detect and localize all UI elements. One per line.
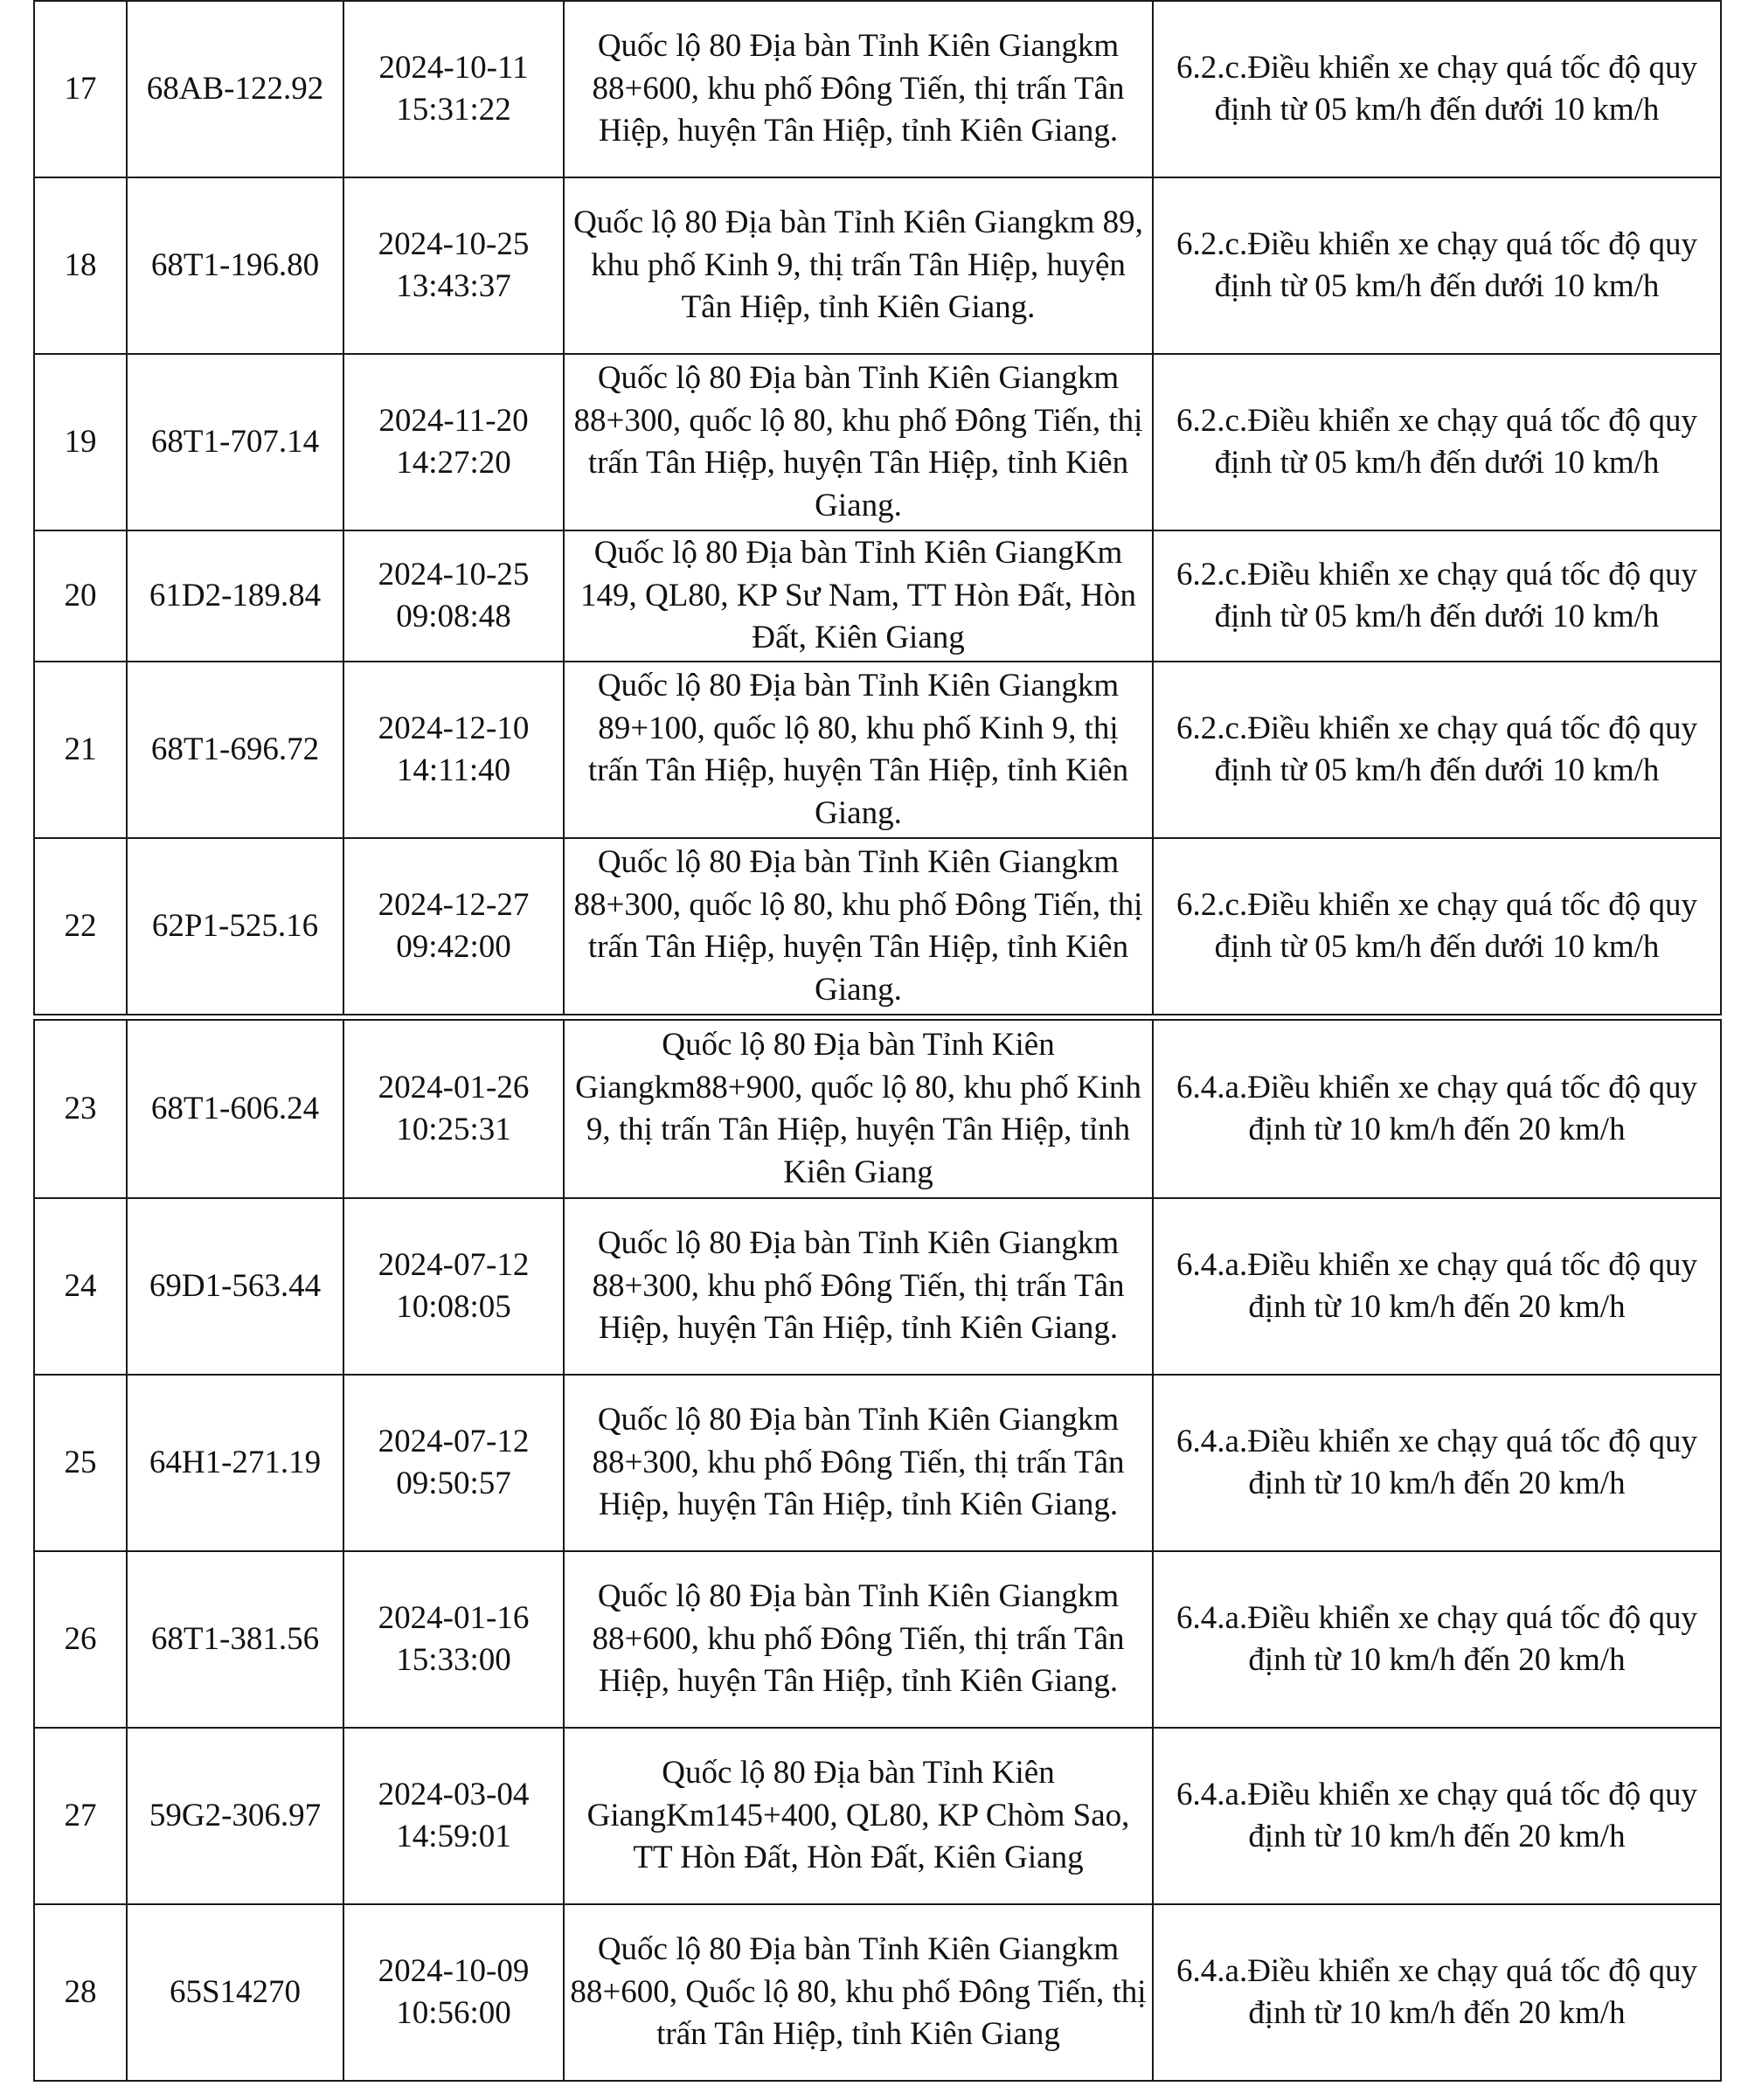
- date-text: 2024-01-16: [378, 1599, 530, 1636]
- plate-cell: [127, 838, 343, 1015]
- plate-cell: [127, 1904, 343, 2081]
- violation-text: 6.4.a.Điều khiển xe chạy quá tốc độ quy định từ 10 km/h đến 20 km/h: [1176, 1246, 1697, 1325]
- plate-cell: [127, 354, 343, 530]
- plate-text: 68T1-696.72: [150, 731, 320, 767]
- datetime-cell: [343, 1198, 564, 1375]
- location-cell: [564, 1375, 1153, 1551]
- location-cell: [564, 1198, 1153, 1375]
- violation-text: 6.2.c.Điều khiển xe chạy quá tốc độ quy định từ 05 km/h đến dưới 10 km/h: [1176, 710, 1697, 788]
- stt-cell: [34, 530, 127, 662]
- stt-cell: [34, 1551, 127, 1728]
- violation-cell: [1153, 838, 1721, 1015]
- date-text: 2024-01-26: [378, 1069, 530, 1105]
- date-text: 2024-10-09: [378, 1952, 530, 1989]
- location-text: Quốc lộ 80 Địa bàn Tỉnh Kiên Giangkm 88+300, khu phố Đông Tiến, thị trấn Tân Hiệp, huyện Tân Hiệp, tỉnh Kiên Giang.: [592, 1402, 1125, 1523]
- plate-text: 61D2-189.84: [149, 577, 322, 613]
- location-text: Quốc lộ 80 Địa bàn Tỉnh Kiên GiangKm 149, QL80, KP Sư Nam, TT Hòn Đất, Hòn Đất, Kiên Giang: [579, 535, 1137, 656]
- violation-cell: [1153, 1904, 1721, 2081]
- table-row: [34, 1375, 1721, 1551]
- table-row: [34, 1551, 1721, 1728]
- violation-cell: [1153, 530, 1721, 662]
- stt-cell: [34, 354, 127, 530]
- date-text: 2024-10-11: [378, 49, 529, 86]
- stt-text: 17: [64, 70, 97, 107]
- stt-text: 19: [64, 423, 97, 460]
- violation-cell: [1153, 662, 1721, 838]
- location-cell: [564, 838, 1153, 1015]
- datetime-cell: [343, 1020, 564, 1198]
- datetime-cell: [343, 530, 564, 662]
- plate-text: 68T1-707.14: [150, 423, 320, 460]
- violation-text: 6.4.a.Điều khiển xe chạy quá tốc độ quy định từ 10 km/h đến 20 km/h: [1176, 1776, 1697, 1854]
- datetime-cell: [343, 662, 564, 838]
- location-cell: [564, 662, 1153, 838]
- table-row: [34, 530, 1721, 662]
- plate-text: 62P1-525.16: [151, 907, 319, 944]
- plate-text: 69D1-563.44: [149, 1267, 322, 1304]
- violation-cell: [1153, 177, 1721, 354]
- datetime-cell: [343, 1904, 564, 2081]
- stt-cell: [34, 1904, 127, 2081]
- time-text: 10:08:05: [396, 1289, 511, 1325]
- stt-cell: [34, 838, 127, 1015]
- violation-cell: [1153, 354, 1721, 530]
- location-text: Quốc lộ 80 Địa bàn Tỉnh Kiên Giangkm 89+100, quốc lộ 80, khu phố Kinh 9, thị trấn Tân Hiệp, huyện Tân Hiệp, tỉnh Kiên Giang.: [587, 668, 1129, 831]
- location-cell: [564, 1728, 1153, 1904]
- time-text: 09:08:48: [396, 599, 511, 634]
- location-text: Quốc lộ 80 Địa bàn Tỉnh Kiên Giangkm 88+600, khu phố Đông Tiến, thị trấn Tân Hiệp, huyện Tân Hiệp, tỉnh Kiên Giang.: [592, 1578, 1125, 1700]
- table-row: [34, 177, 1721, 354]
- violation-table-sheet: [33, 0, 1720, 2082]
- violation-cell: [1153, 1198, 1721, 1375]
- location-text: Quốc lộ 80 Địa bàn Tỉnh Kiên Giangkm 88+600, khu phố Đông Tiến, thị trấn Tân Hiệp, huyện Tân Hiệp, tỉnh Kiên Giang.: [592, 28, 1125, 149]
- plate-text: 64H1-271.19: [149, 1444, 322, 1480]
- time-text: 15:33:00: [396, 1642, 511, 1678]
- stt-text: 23: [64, 1090, 97, 1126]
- date-text: 2024-03-04: [378, 1776, 530, 1812]
- stt-text: 22: [64, 907, 97, 944]
- time-text: 14:59:01: [396, 1819, 511, 1854]
- plate-text: 68AB-122.92: [146, 70, 324, 107]
- stt-cell: [34, 662, 127, 838]
- plate-cell: [127, 1375, 343, 1551]
- location-cell: [564, 1904, 1153, 2081]
- violation-cell: [1153, 1, 1721, 177]
- stt-text: 20: [64, 577, 97, 613]
- violation-table-body: [34, 1, 1721, 2081]
- table-row: [34, 1198, 1721, 1375]
- date-text: 2024-10-25: [378, 556, 530, 593]
- stt-text: 26: [64, 1620, 97, 1657]
- location-cell: [564, 177, 1153, 354]
- violation-text: 6.2.c.Điều khiển xe chạy quá tốc độ quy định từ 05 km/h đến dưới 10 km/h: [1176, 225, 1697, 304]
- date-text: 2024-11-20: [378, 402, 529, 439]
- violation-cell: [1153, 1020, 1721, 1198]
- plate-cell: [127, 662, 343, 838]
- location-cell: [564, 1551, 1153, 1728]
- datetime-cell: [343, 354, 564, 530]
- plate-text: 59G2-306.97: [149, 1797, 322, 1833]
- stt-text: 27: [64, 1797, 97, 1833]
- datetime-cell: [343, 1728, 564, 1904]
- violation-text: 6.4.a.Điều khiển xe chạy quá tốc độ quy định từ 10 km/h đến 20 km/h: [1176, 1952, 1697, 2031]
- stt-cell: [34, 1020, 127, 1198]
- date-text: 2024-10-25: [378, 225, 530, 262]
- datetime-cell: [343, 838, 564, 1015]
- location-text: Quốc lộ 80 Địa bàn Tỉnh Kiên GiangKm145+400, QL80, KP Chòm Sao, TT Hòn Đất, Hòn Đất, Kiên Giang: [586, 1755, 1130, 1876]
- location-cell: [564, 530, 1153, 662]
- time-text: 09:50:57: [396, 1466, 511, 1501]
- violation-cell: [1153, 1551, 1721, 1728]
- time-text: 10:25:31: [396, 1112, 511, 1147]
- violation-text: 6.2.c.Điều khiển xe chạy quá tốc độ quy định từ 05 km/h đến dưới 10 km/h: [1176, 49, 1697, 128]
- stt-text: 21: [64, 731, 97, 767]
- violation-table: [33, 0, 1722, 2082]
- table-row: [34, 838, 1721, 1015]
- violation-text: 6.2.c.Điều khiển xe chạy quá tốc độ quy định từ 05 km/h đến dưới 10 km/h: [1176, 402, 1697, 481]
- table-row: [34, 1728, 1721, 1904]
- time-text: 14:11:40: [396, 752, 511, 788]
- violation-text: 6.4.a.Điều khiển xe chạy quá tốc độ quy định từ 10 km/h đến 20 km/h: [1176, 1599, 1697, 1678]
- datetime-cell: [343, 1375, 564, 1551]
- plate-text: 68T1-381.56: [150, 1620, 320, 1657]
- location-cell: [564, 1020, 1153, 1198]
- location-cell: [564, 1, 1153, 177]
- time-text: 10:56:00: [396, 1995, 511, 2031]
- date-text: 2024-07-12: [378, 1423, 530, 1459]
- time-text: 13:43:37: [396, 268, 511, 304]
- stt-cell: [34, 1728, 127, 1904]
- stt-text: 28: [64, 1973, 97, 2010]
- violation-text: 6.2.c.Điều khiển xe chạy quá tốc độ quy định từ 05 km/h đến dưới 10 km/h: [1176, 556, 1697, 634]
- plate-cell: [127, 1020, 343, 1198]
- table-row: [34, 1020, 1721, 1198]
- datetime-cell: [343, 1, 564, 177]
- violation-text: 6.4.a.Điều khiển xe chạy quá tốc độ quy định từ 10 km/h đến 20 km/h: [1176, 1423, 1697, 1501]
- violation-cell: [1153, 1375, 1721, 1551]
- violation-text: 6.2.c.Điều khiển xe chạy quá tốc độ quy định từ 05 km/h đến dưới 10 km/h: [1176, 886, 1697, 965]
- stt-text: 25: [64, 1444, 97, 1480]
- stt-cell: [34, 1, 127, 177]
- stt-cell: [34, 177, 127, 354]
- plate-cell: [127, 530, 343, 662]
- stt-text: 18: [64, 246, 97, 283]
- time-text: 09:42:00: [396, 929, 511, 965]
- plate-cell: [127, 1198, 343, 1375]
- location-cell: [564, 354, 1153, 530]
- date-text: 2024-12-10: [378, 710, 530, 746]
- table-row: [34, 662, 1721, 838]
- stt-cell: [34, 1375, 127, 1551]
- datetime-cell: [343, 1551, 564, 1728]
- location-text: Quốc lộ 80 Địa bàn Tỉnh Kiên Giangkm 88+600, Quốc lộ 80, khu phố Đông Tiến, thị trấn Tân Hiệp, tỉnh Kiên Giang: [570, 1931, 1147, 2053]
- time-text: 15:31:22: [396, 92, 511, 128]
- plate-text: 68T1-196.80: [150, 246, 320, 283]
- plate-text: 65S14270: [169, 1973, 302, 2010]
- plate-cell: [127, 1551, 343, 1728]
- table-row: [34, 1, 1721, 177]
- date-text: 2024-07-12: [378, 1246, 530, 1283]
- stt-cell: [34, 1198, 127, 1375]
- location-text: Quốc lộ 80 Địa bàn Tỉnh Kiên Giangkm 88+300, quốc lộ 80, khu phố Đông Tiến, thị trấn Tân Hiệp, huyện Tân Hiệp, tỉnh Kiên Giang.: [573, 844, 1143, 1008]
- location-text: Quốc lộ 80 Địa bàn Tỉnh Kiên Giangkm 88+300, khu phố Đông Tiến, thị trấn Tân Hiệp, huyện Tân Hiệp, tỉnh Kiên Giang.: [592, 1225, 1125, 1347]
- datetime-cell: [343, 177, 564, 354]
- violation-cell: [1153, 1728, 1721, 1904]
- violation-text: 6.4.a.Điều khiển xe chạy quá tốc độ quy định từ 10 km/h đến 20 km/h: [1176, 1069, 1697, 1147]
- plate-text: 68T1-606.24: [150, 1090, 320, 1126]
- plate-cell: [127, 1728, 343, 1904]
- table-row: [34, 354, 1721, 530]
- date-text: 2024-12-27: [378, 886, 530, 923]
- table-row: [34, 1904, 1721, 2081]
- time-text: 14:27:20: [396, 445, 511, 481]
- location-text: Quốc lộ 80 Địa bàn Tỉnh Kiên Giangkm 88+300, quốc lộ 80, khu phố Đông Tiến, thị trấn Tân Hiệp, huyện Tân Hiệp, tỉnh Kiên Giang.: [573, 360, 1143, 523]
- location-text: Quốc lộ 80 Địa bàn Tỉnh Kiên Giangkm 89, khu phố Kinh 9, thị trấn Tân Hiệp, huyện Tân Hiệp, tỉnh Kiên Giang.: [573, 204, 1143, 326]
- location-text: Quốc lộ 80 Địa bàn Tỉnh Kiên Giangkm88+900, quốc lộ 80, khu phố Kinh 9, thị trấn Tân Hiệp, huyện Tân Hiệp, tỉnh Kiên Giang: [575, 1027, 1141, 1190]
- plate-cell: [127, 1, 343, 177]
- stt-text: 24: [64, 1267, 97, 1304]
- plate-cell: [127, 177, 343, 354]
